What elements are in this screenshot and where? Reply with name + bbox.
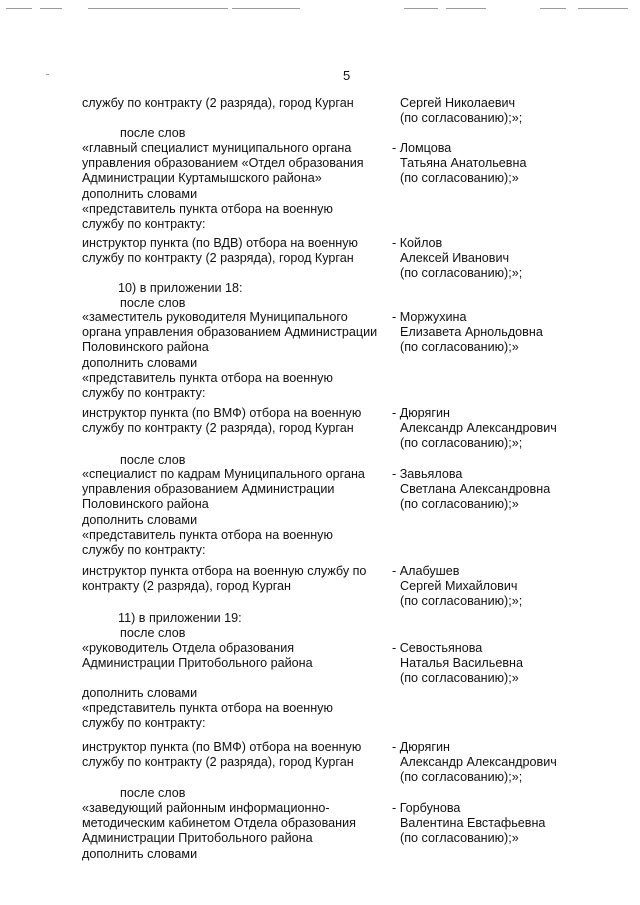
text-line: службу по контракту (2 разряда), город Курган: [82, 421, 354, 436]
text-block-right: [392, 236, 522, 282]
text-block-left: [120, 453, 185, 468]
person-name-line: - Дюрягин: [392, 406, 450, 420]
text-line: органа управления образованием Администрации: [82, 325, 378, 340]
text-line: инструктор пункта отбора на военную службу по: [82, 564, 367, 578]
person-name-line: Светлана Александровна: [400, 482, 551, 497]
text-line: «заместитель руководителя Муниципального: [82, 310, 348, 324]
person-name-line: - Севостьянова: [392, 641, 483, 655]
person-name-line: - Горбунова: [392, 801, 461, 815]
approval-note: (по согласованию);»: [400, 671, 519, 686]
text-line: «представитель пункта отбора на военную: [82, 527, 333, 542]
text-line: службу по контракту:: [82, 543, 206, 558]
text-line: Половинского района: [82, 497, 209, 512]
text-line: методическим кабинетом Отдела образования: [82, 816, 356, 831]
text-block-left: [120, 626, 185, 641]
text-block-left: [82, 686, 333, 732]
text-line: дополнить словами: [82, 846, 198, 861]
text-line: после слов: [120, 453, 186, 467]
approval-note: (по согласованию);»;: [400, 266, 523, 281]
text-block-left: [82, 564, 366, 594]
text-line: после слов: [120, 626, 186, 640]
text-block-right: [392, 141, 526, 187]
text-line: дополнить словами: [82, 355, 198, 370]
approval-note: (по согласованию);»;: [400, 594, 523, 609]
text-block-right: [392, 740, 557, 786]
text-line: службу по контракту (2 разряда), город Курган: [82, 251, 354, 266]
text-line: службу по контракту:: [82, 716, 206, 731]
text-block-right: [392, 310, 543, 356]
text-line: «заведующий районным информационно-: [82, 801, 330, 815]
text-line: управления образованием «Отдел образования: [82, 156, 364, 171]
text-block-left: [120, 786, 185, 801]
page-number: 5: [343, 68, 351, 83]
person-name-line: - Ломцова: [392, 141, 452, 155]
approval-note: (по согласованию);»: [400, 831, 519, 846]
person-name-line: - Койлов: [392, 236, 443, 250]
text-line: после слов: [120, 126, 186, 140]
text-block-left: [82, 236, 358, 266]
text-line: дополнить словами: [82, 512, 198, 527]
text-line: контракту (2 разряда), город Курган: [82, 579, 291, 594]
text-block-right: [392, 96, 522, 126]
person-name-line: - Алабушев: [392, 564, 460, 578]
text-line: инструктор пункта (по ВМФ) отбора на военную: [82, 740, 362, 754]
text-line: инструктор пункта (по ВДВ) отбора на военную: [82, 236, 358, 250]
text-line: управления образованием Администрации: [82, 482, 335, 497]
text-block-left: [82, 641, 313, 671]
person-name-line: Елизавета Арнольдовна: [400, 325, 543, 340]
person-name-line: Валентина Евстафьевна: [400, 816, 546, 831]
approval-note: (по согласованию);»;: [400, 111, 523, 126]
person-name-line: Александр Александрович: [400, 421, 557, 436]
scan-edge-marks: [0, 6, 640, 12]
text-line: Администрации Притобольного района: [82, 831, 313, 846]
text-block-left: [82, 141, 364, 232]
scan-speck: [46, 74, 49, 75]
text-block-left: [82, 801, 356, 862]
text-line: дополнить словами: [82, 686, 198, 700]
text-line: 10) в приложении 18:: [118, 281, 243, 295]
text-block-right: [392, 564, 522, 610]
text-block-right: [392, 801, 545, 847]
text-block-left: [118, 281, 243, 296]
text-line: службу по контракту (2 разряда), город Курган: [82, 96, 354, 110]
text-line: службу по контракту (2 разряда), город Курган: [82, 755, 354, 770]
text-line: «представитель пункта отбора на военную: [82, 201, 333, 216]
text-line: «специалист по кадрам Муниципального органа: [82, 467, 365, 481]
person-name-line: Сергей Николаевич: [400, 96, 516, 110]
person-name-line: - Дюрягин: [392, 740, 450, 754]
text-block-left: [120, 126, 185, 141]
text-line: «представитель пункта отбора на военную: [82, 370, 333, 385]
text-line: службу по контракту:: [82, 386, 206, 401]
text-line: после слов: [120, 786, 186, 800]
text-block-right: [392, 641, 523, 687]
text-line: Администрации Притобольного района: [82, 656, 313, 671]
text-block-left: [82, 96, 354, 111]
text-block-left: [82, 740, 361, 770]
text-line: службу по контракту:: [82, 217, 206, 232]
person-name-line: - Моржухина: [392, 310, 467, 324]
text-line: Половинского района: [82, 340, 209, 355]
text-line: «руководитель Отдела образования: [82, 641, 295, 655]
text-block-left: [82, 467, 365, 558]
text-block-left: [118, 611, 242, 626]
person-name-line: Александр Александрович: [400, 755, 557, 770]
text-line: 11) в приложении 19:: [118, 611, 242, 625]
text-block-left: [82, 406, 361, 436]
text-block-left: [120, 296, 185, 311]
text-line: инструктор пункта (по ВМФ) отбора на военную: [82, 406, 362, 420]
person-name-line: Наталья Васильевна: [400, 656, 523, 671]
approval-note: (по согласованию);»;: [400, 436, 523, 451]
text-line: после слов: [120, 296, 186, 310]
text-line: «главный специалист муниципального органа: [82, 141, 352, 155]
approval-note: (по согласованию);»: [400, 497, 519, 512]
person-name-line: Алексей Иванович: [400, 251, 510, 266]
text-block-left: [82, 310, 377, 401]
approval-note: (по согласованию);»: [400, 171, 519, 186]
text-line: Администрации Куртамышского района»: [82, 171, 322, 186]
person-name-line: - Завьялова: [392, 467, 463, 481]
person-name-line: Татьяна Анатольевна: [400, 156, 527, 171]
text-line: «представитель пункта отбора на военную: [82, 701, 333, 716]
person-name-line: Сергей Михайлович: [400, 579, 518, 594]
text-line: дополнить словами: [82, 186, 198, 201]
text-block-right: [392, 406, 557, 452]
approval-note: (по согласованию);»;: [400, 770, 523, 785]
approval-note: (по согласованию);»: [400, 340, 519, 355]
text-block-right: [392, 467, 550, 513]
